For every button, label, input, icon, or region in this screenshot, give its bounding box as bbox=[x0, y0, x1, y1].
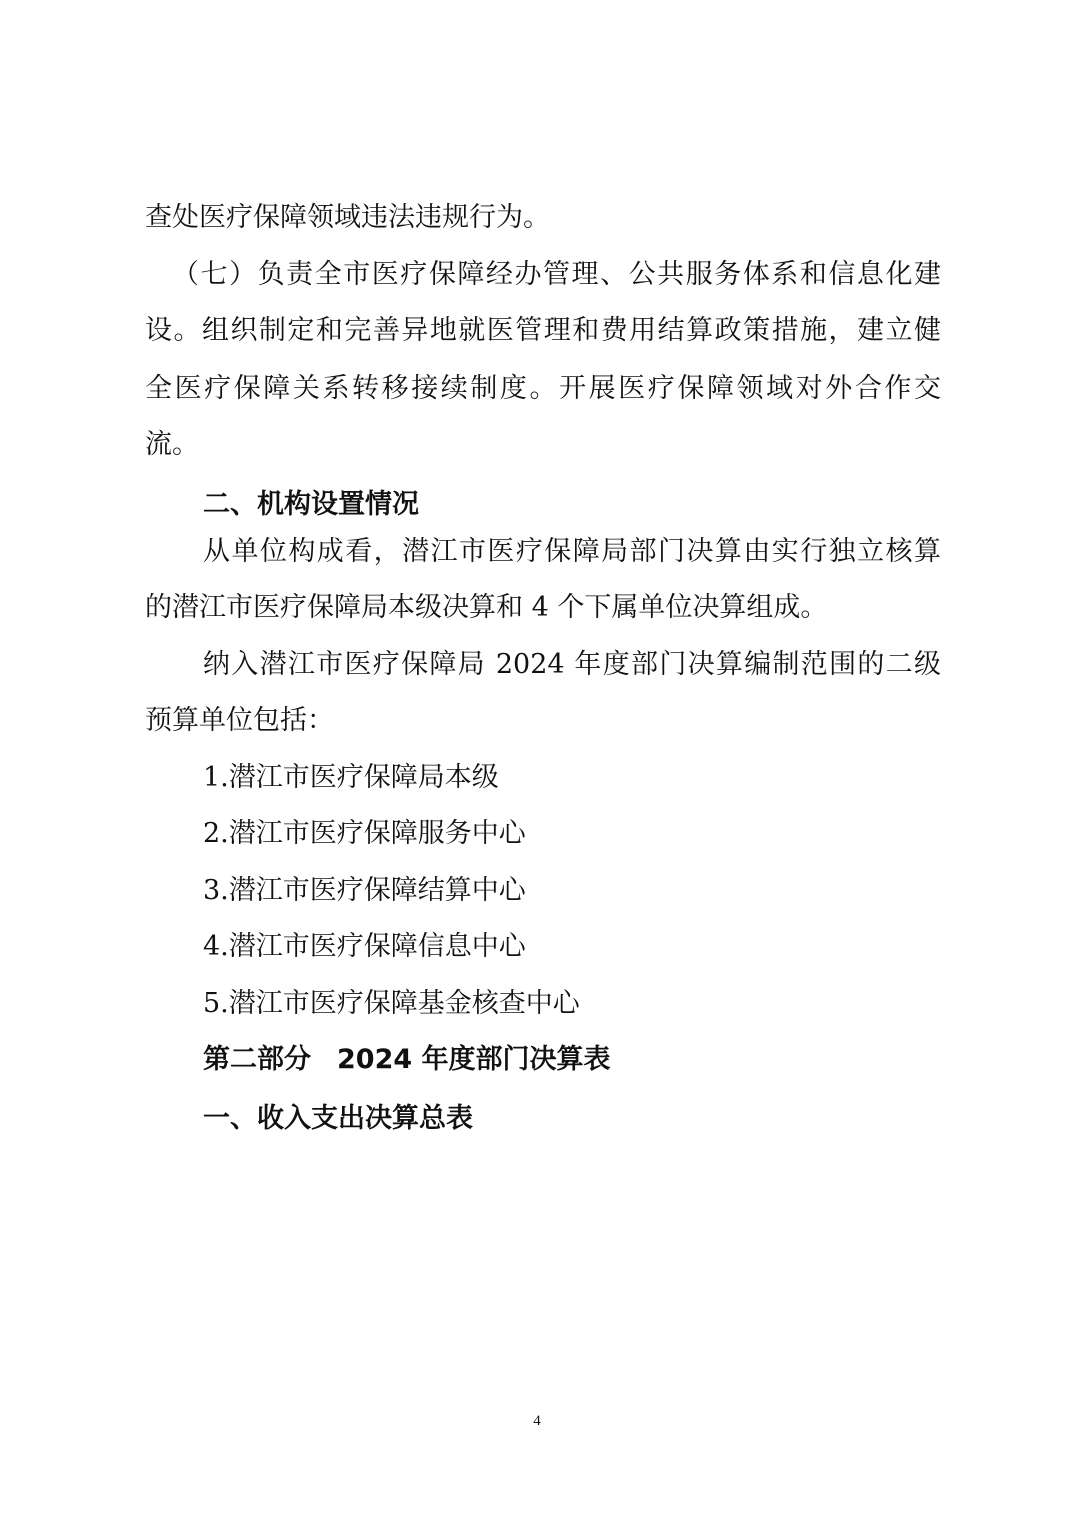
paragraph-line: 纳入潜江市医疗保障局 2024 年度部门决算编制范围的二级 bbox=[203, 649, 941, 680]
section-heading: 二、机构设置情况 bbox=[203, 489, 419, 520]
table-heading: 一、收入支出决算总表 bbox=[203, 1103, 473, 1134]
paragraph-line: （七）负责全市医疗保障经办管理、公共服务体系和信息化建 bbox=[172, 259, 941, 290]
unit-list-item: 3.潜江市医疗保障结算中心 bbox=[203, 875, 526, 906]
part-heading bbox=[203, 1043, 611, 1077]
unit-list-item: 4.潜江市医疗保障信息中心 bbox=[203, 931, 526, 962]
paragraph-line: 查处医疗保障领域违法违规行为。 bbox=[145, 202, 550, 233]
paragraph-line: 流。 bbox=[145, 429, 199, 460]
unit-list-item: 5.潜江市医疗保障基金核查中心 bbox=[203, 988, 580, 1019]
paragraph-line: 从单位构成看，潜江市医疗保障局部门决算由实行独立核算 bbox=[203, 536, 941, 567]
paragraph-line: 预算单位包括： bbox=[145, 705, 334, 736]
paragraph-line: 设。组织制定和完善异地就医管理和费用结算政策措施，建立健 bbox=[145, 315, 941, 346]
paragraph-line: 全医疗保障关系转移接续制度。开展医疗保障领域对外合作交 bbox=[145, 373, 941, 404]
part-title: 2024 年度部门决算表 bbox=[337, 1044, 611, 1075]
part-label: 第二部分 bbox=[203, 1044, 311, 1075]
unit-list-item: 2.潜江市医疗保障服务中心 bbox=[203, 818, 526, 849]
page-number: 4 bbox=[533, 1413, 541, 1429]
paragraph-line: 的潜江市医疗保障局本级决算和 4 个下属单位决算组成。 bbox=[145, 592, 828, 623]
unit-list-item: 1.潜江市医疗保障局本级 bbox=[203, 762, 499, 793]
